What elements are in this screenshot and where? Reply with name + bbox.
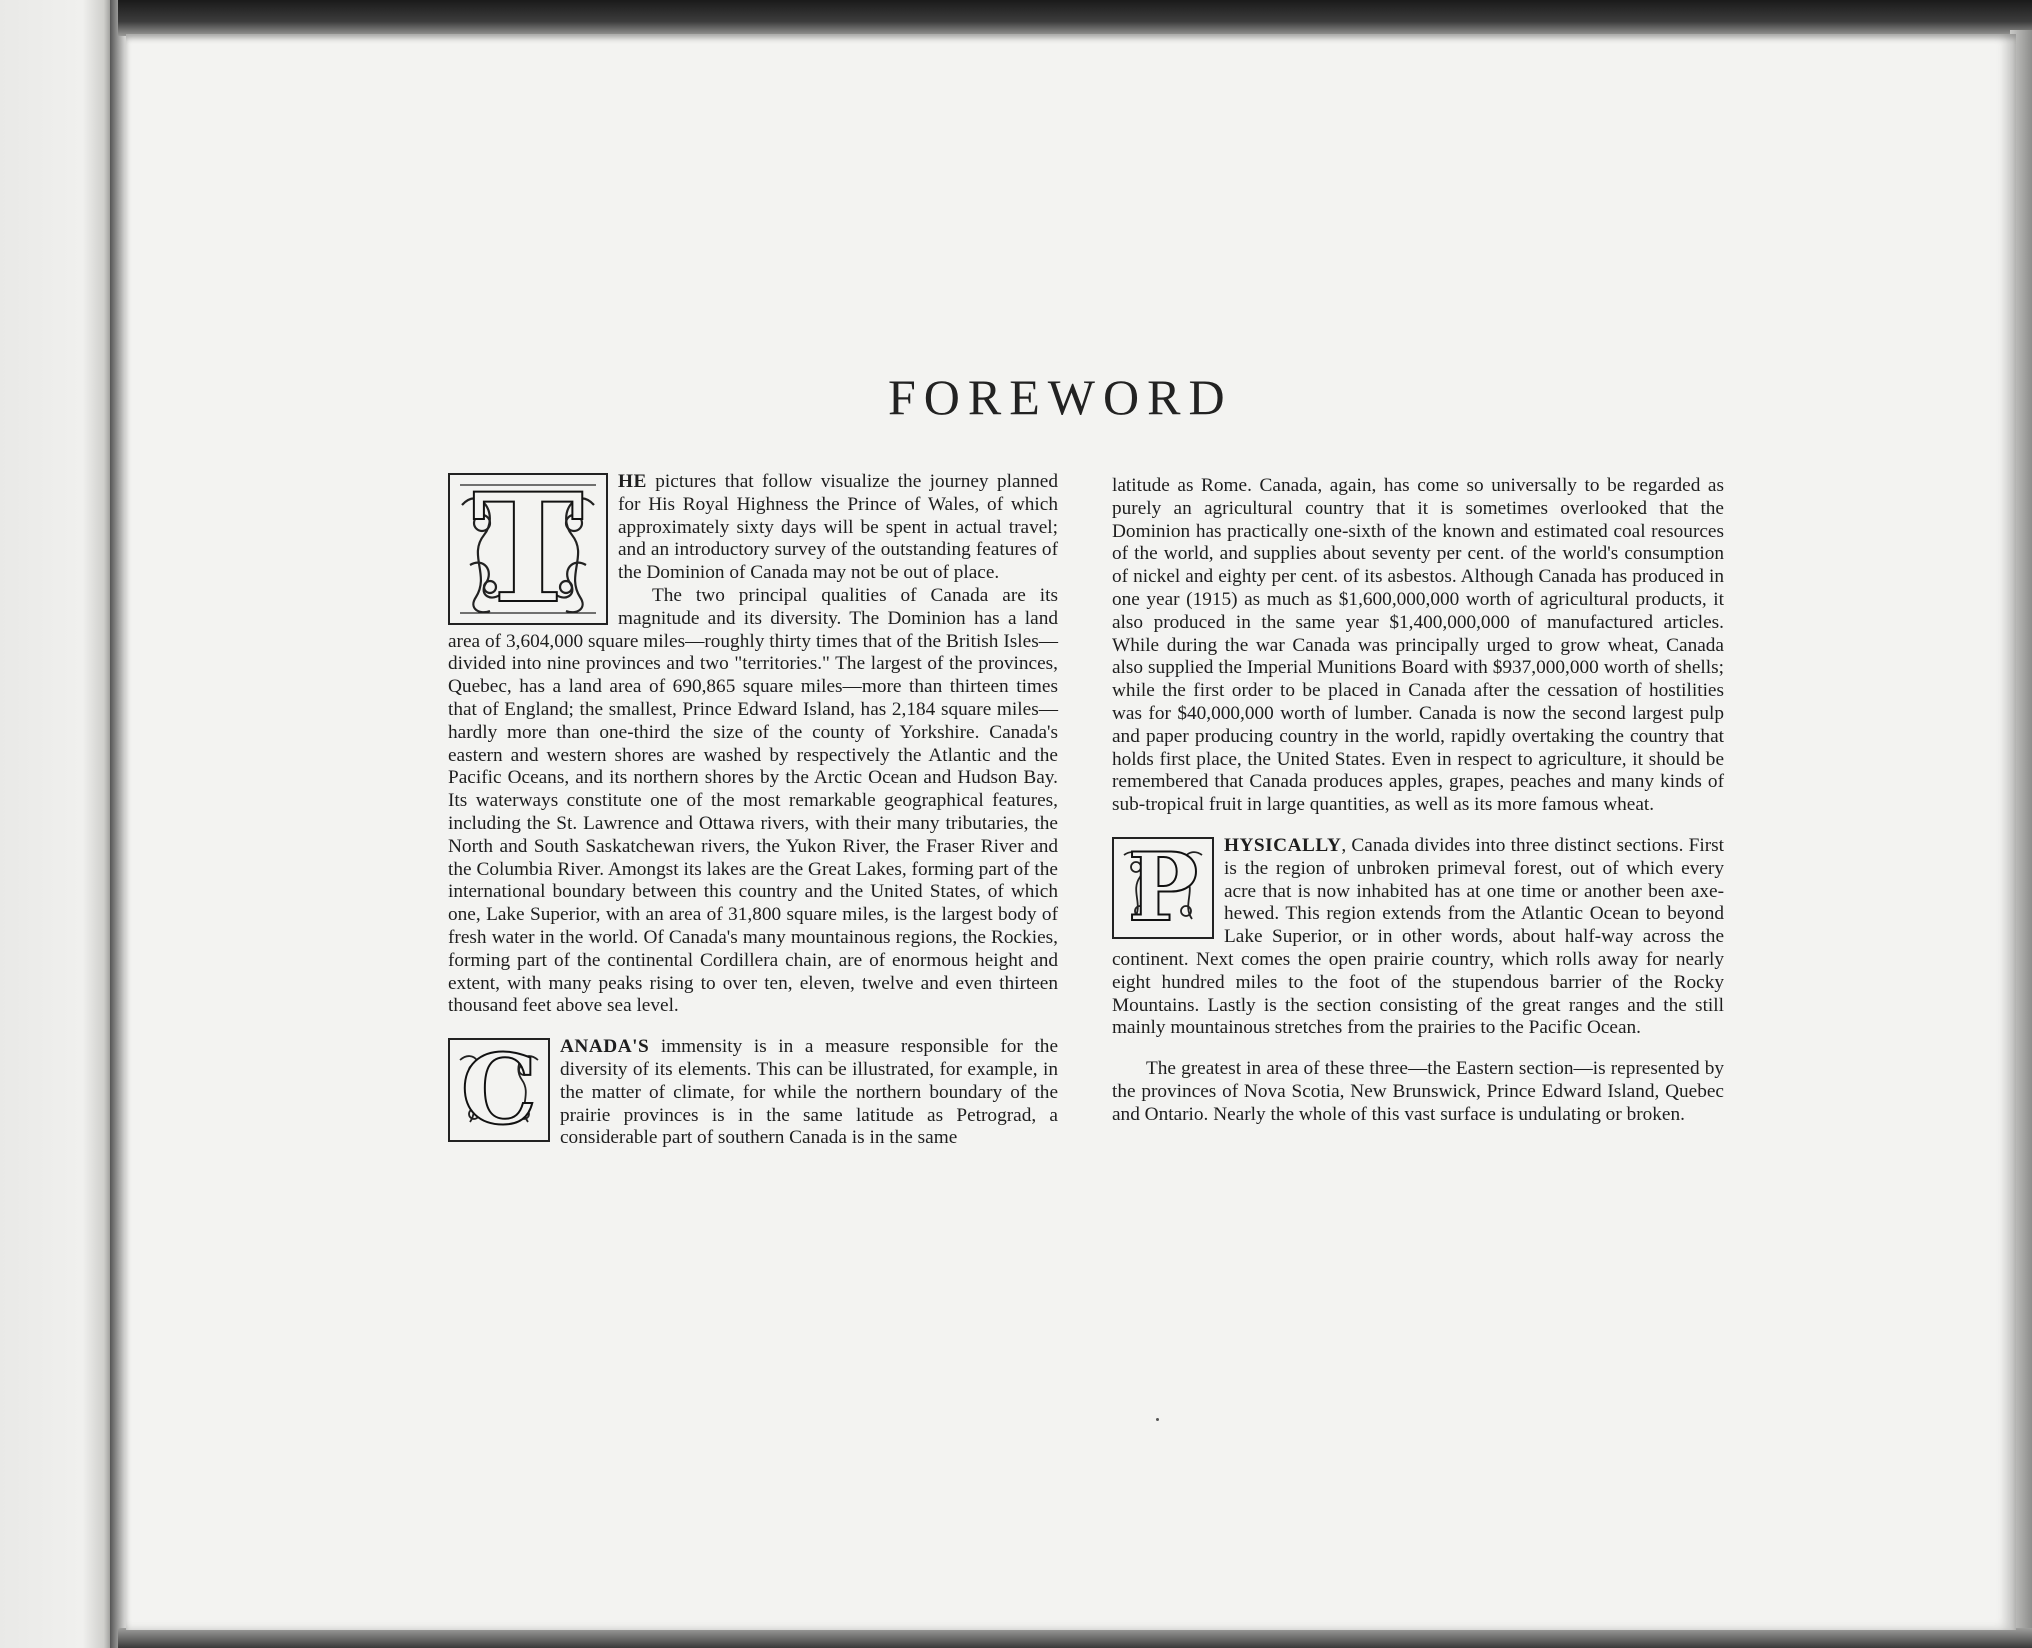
paragraph-lead-word: HE	[618, 471, 647, 492]
previous-page-edge	[0, 0, 118, 1648]
paragraph-6: The greatest in area of these three—the Eastern section—is represented by the provinces of Nova Scotia, New Brunswick, Prince Edward Island, Quebec and Ontario. Nearly the whole of this vast surface is undulating or broken.	[1112, 1058, 1724, 1125]
paragraph-lead-word: HYSICALLY	[1224, 834, 1342, 856]
paragraph-text: pictures that follow visualize the journey planned for His Royal Highness the Prince of Wales, of which approximately sixty days will be spent in actual travel; and an introductory survey of the outstanding features of the Dominion of Canada may not be out of place.	[618, 471, 1058, 584]
speck	[1156, 1418, 1159, 1421]
ornamental-dropcap-c: C	[448, 1038, 550, 1142]
ornamental-dropcap-p: P	[1112, 837, 1214, 939]
paragraph-5	[1112, 835, 1724, 1040]
paragraph-4: latitude as Rome. Canada, again, has come so universally to be regarded as purely an agricultural country that it is sometimes overlooked that the Dominion has practically one-sixth of the known and estimated coal resources of the world, and supplies about seventy per cent. of the world's consumption of nickel and eighty per cent. of its asbestos. Although Canada has produced in one year (1915) as much as $1,600,000,000 worth of agricultural products, it also produced in the same year $1,400,000,000 of manufactured articles. While during the war Canada was principally urged to grow wheat, Canada also supplied the Imperial Munitions Board with $937,000,000 worth of shells; while the first order to be placed in Canada after the cessation of hostilities was for $40,000,000 worth of lumber. Canada is now the second largest pulp and paper producing country in the world, rapidly overtaking the country that holds first place, the United States. Even in respect to agriculture, it should be remembered that Canada produces apples, grapes, peaches and many kinds of sub-tropical fruit in large quantities, as well as its more famous wheat.	[1112, 475, 1724, 816]
paragraph-3	[448, 1036, 1058, 1150]
page-title: FOREWORD	[888, 369, 1233, 425]
paragraph-text: , Canada divides into three distinct sections. First is the region of unbroken primeval forest, out of which every acre that is now inhabited has at one time or another been axe-hewed. This region extends from the Atlantic Ocean to beyond Lake Superior, or in other words, about half-way across the continent. Next comes the open prairie country, which rolls away for nearly eight hundred miles to the foot of the stupendous barrier of the Rocky Mountains. Lastly is the section consisting of the great ranges and the still mainly mountainous stretches from the prairies to the Pacific Ocean.	[1112, 834, 1724, 1039]
left-column	[448, 471, 1058, 1150]
paragraph-2: The two principal qualities of Canada are its magnitude and its diversity. The Dominion has a land area of 3,604,000 square miles—roughly thirty times that of the British Isles—divided into nine provinces and two "territories." The largest of the provinces, Quebec, has a land area of 690,865 square miles—more than thirteen times that of England; the smallest, Prince Edward Island, has 2,184 square miles—hardly more than one-third the size of the county of Yorkshire. Canada's eastern and western shores are washed by respectively the Atlantic and the Pacific Oceans, and its northern shores by the Arctic Ocean and Hudson Bay. Its waterways constitute one of the most remarkable geographical features, including the St. Lawrence and Ottawa rivers, with their many tributaries, the North and South Saskatchewan rivers, the Yukon River, the Fraser River and the Columbia River. Amongst its lakes are the Great Lakes, forming part of the international boundary between this country and the United States, of which one, Lake Superior, with an area of 31,800 square miles, is the largest body of fresh water in the world. Of Canada's many mountainous regions, the Rockies, forming part of the continental Cordillera chain, are of enormous height and extent, with many peaks rising to over ten, eleven, twelve and even thirteen thousand feet above sea level.	[448, 584, 1058, 1017]
ornamental-dropcap-t: T	[448, 473, 608, 625]
top-page-edge	[118, 0, 2032, 36]
paragraph-1	[448, 471, 1058, 625]
bottom-page-edge	[118, 1628, 2032, 1648]
book-page	[126, 34, 2016, 1630]
paragraph-lead-word: ANADA'S	[560, 1036, 650, 1058]
paragraph-text: immensity is in a measure responsible for the diversity of its elements. This can be illustrated, for example, in the matter of climate, for while the northern boundary of the prairie provinces is in the same latitude as Petrograd, a considerable part of southern Canada is in the same	[560, 1036, 1058, 1149]
right-column	[1112, 475, 1724, 1127]
